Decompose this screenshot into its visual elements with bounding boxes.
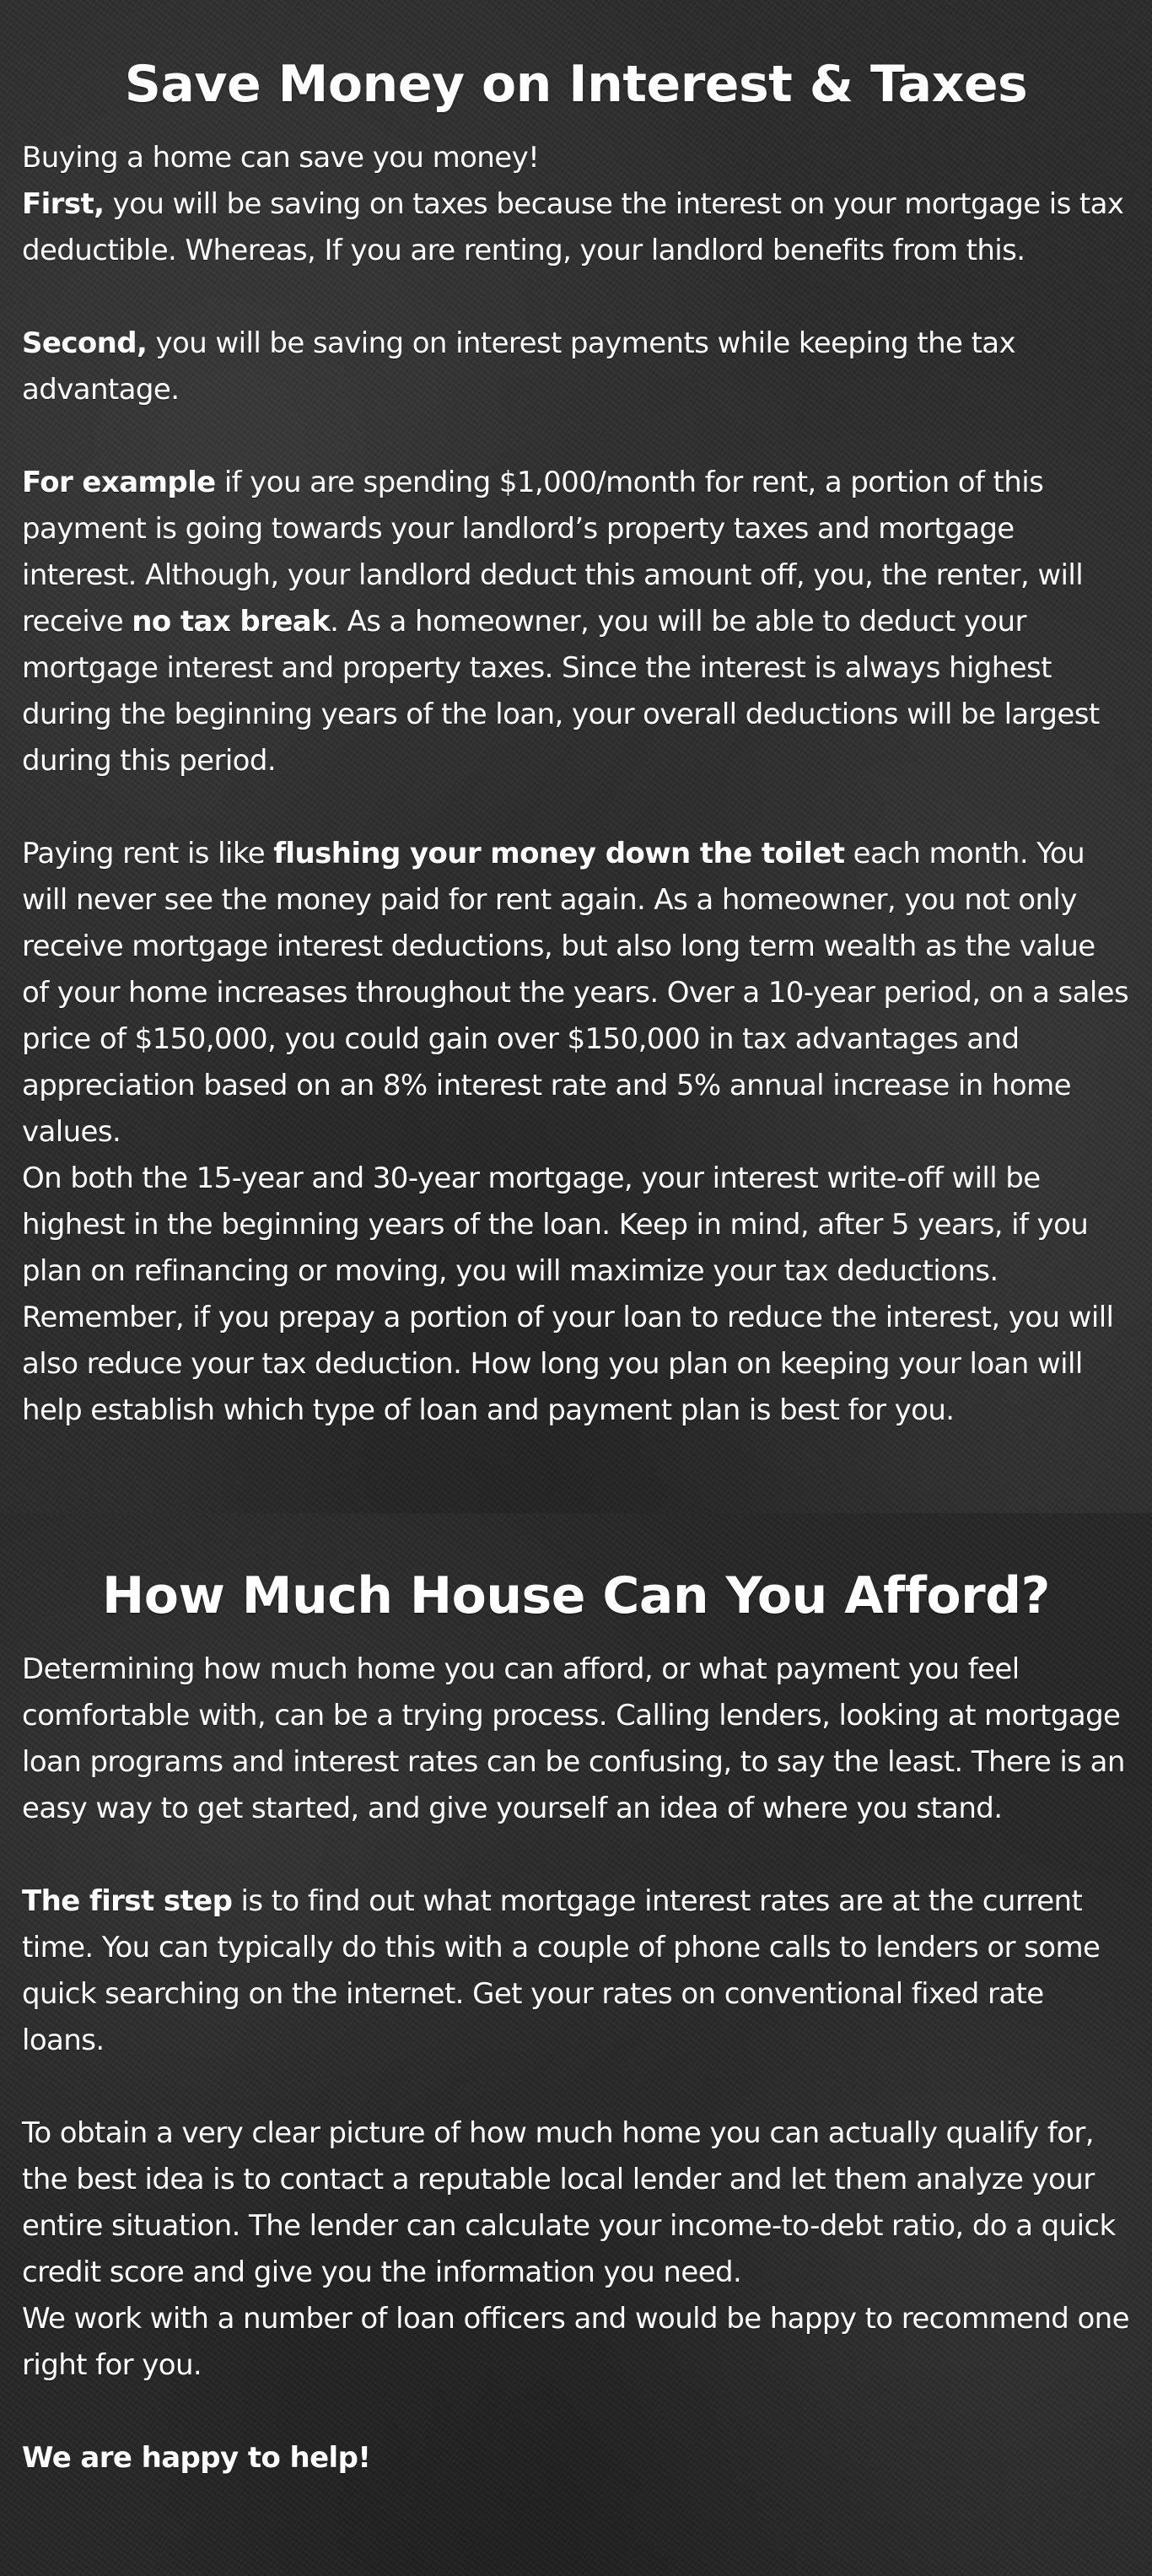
- first-step-body: is to find out what mortgage interest rates are at the current time. You can typically do this with a couple of phone calls to lenders or some quick searching on the internet. Get your rates on conventional fixed rate loans.: [22, 1884, 1101, 2057]
- intro-text: Buying a home can save you money!: [22, 141, 540, 175]
- second-point-text: [22, 321, 1130, 413]
- example-body-a: if you are spending $1,000/month for rent, a portion of this payment is going towards your landlord’s property taxes and mortgage interest. Although, your landlord deduct this amount off, you, the renter, will receive: [22, 466, 1084, 639]
- first-point-text: [22, 181, 1130, 274]
- first-step-paragraph: [22, 1878, 1130, 2064]
- afford-section: [0, 1513, 1152, 2576]
- mortgage-paragraph: On both the 15-year and 30-year mortgage, your interest write-off will be highest in the beginning years of the loan. Keep in mind, after 5 years, if you plan on refinancing or moving, you will maximize your tax deductions. Remember, if you prepay a portion of your loan to reduce the interest, you will also reduce your tax deduction. How long you plan on keeping your loan will help establish which type of loan and payment plan is best for you.: [22, 1161, 1114, 1427]
- rent-body-b: each month. You will never see the money paid for rent again. As a homeowner, you not only receive mortgage interest deductions, but also long term wealth as the value of your home increases throughout the years. Over a 10-year period, on a sales price of $150,000, you could gain over $150,000 in tax advantages and appreciation based on an 8% interest rate and 5% annual increase in home values.: [22, 837, 1129, 1149]
- intro-paragraph: [22, 135, 1130, 274]
- closing-text: [22, 2435, 1130, 2482]
- section-title: How Much House Can You Afford?: [102, 1566, 1050, 1625]
- section-title: Save Money on Interest & Taxes: [124, 55, 1028, 114]
- first-point-label: First,: [22, 187, 105, 221]
- second-point-body: you will be saving on interest payments while keeping the tax advantage.: [22, 326, 1016, 407]
- example-body-b: . As a homeowner, you will be able to deduct your mortgage interest and property taxes. Since the interest is always highest during the beginning years of the loan, your overall deductions will be largest during this period.: [22, 605, 1100, 778]
- example-paragraph: [22, 460, 1130, 784]
- no-tax-break-emphasis: no tax break: [132, 605, 331, 639]
- afford-intro-paragraph: Determining how much home you can afford, or what payment you feel comfortable with, can be a trying process. Calling lenders, looking at mortgage loan programs and interest rates can be confusing, to say the least. There is an easy way to get started, and give yourself an idea of where you stand.: [22, 1652, 1125, 1825]
- flushing-money-emphasis: flushing your money down the toilet: [273, 837, 845, 870]
- first-step-label: The first step: [22, 1884, 233, 1918]
- rent-body-a: Paying rent is like: [22, 837, 274, 870]
- rent-paragraph: [22, 831, 1130, 1156]
- obtain-paragraph: To obtain a very clear picture of how much home you can actually qualify for, the best idea is to contact a reputable local lender and let them analyze your entire situation. The lender can calculate your income-to-debt ratio, do a quick credit score and give you the information you need.: [22, 2116, 1116, 2289]
- first-point-body: you will be saving on taxes because the interest on your mortgage is tax deductible. Whereas, If you are renting, your landlord benefits from this.: [22, 187, 1124, 267]
- example-label: For example: [22, 466, 216, 499]
- work-with-paragraph: We work with a number of loan officers and would be happy to recommend one right for you.: [22, 2302, 1129, 2382]
- closing-emphasis: We are happy to help!: [22, 2441, 371, 2475]
- second-point-label: Second,: [22, 326, 148, 360]
